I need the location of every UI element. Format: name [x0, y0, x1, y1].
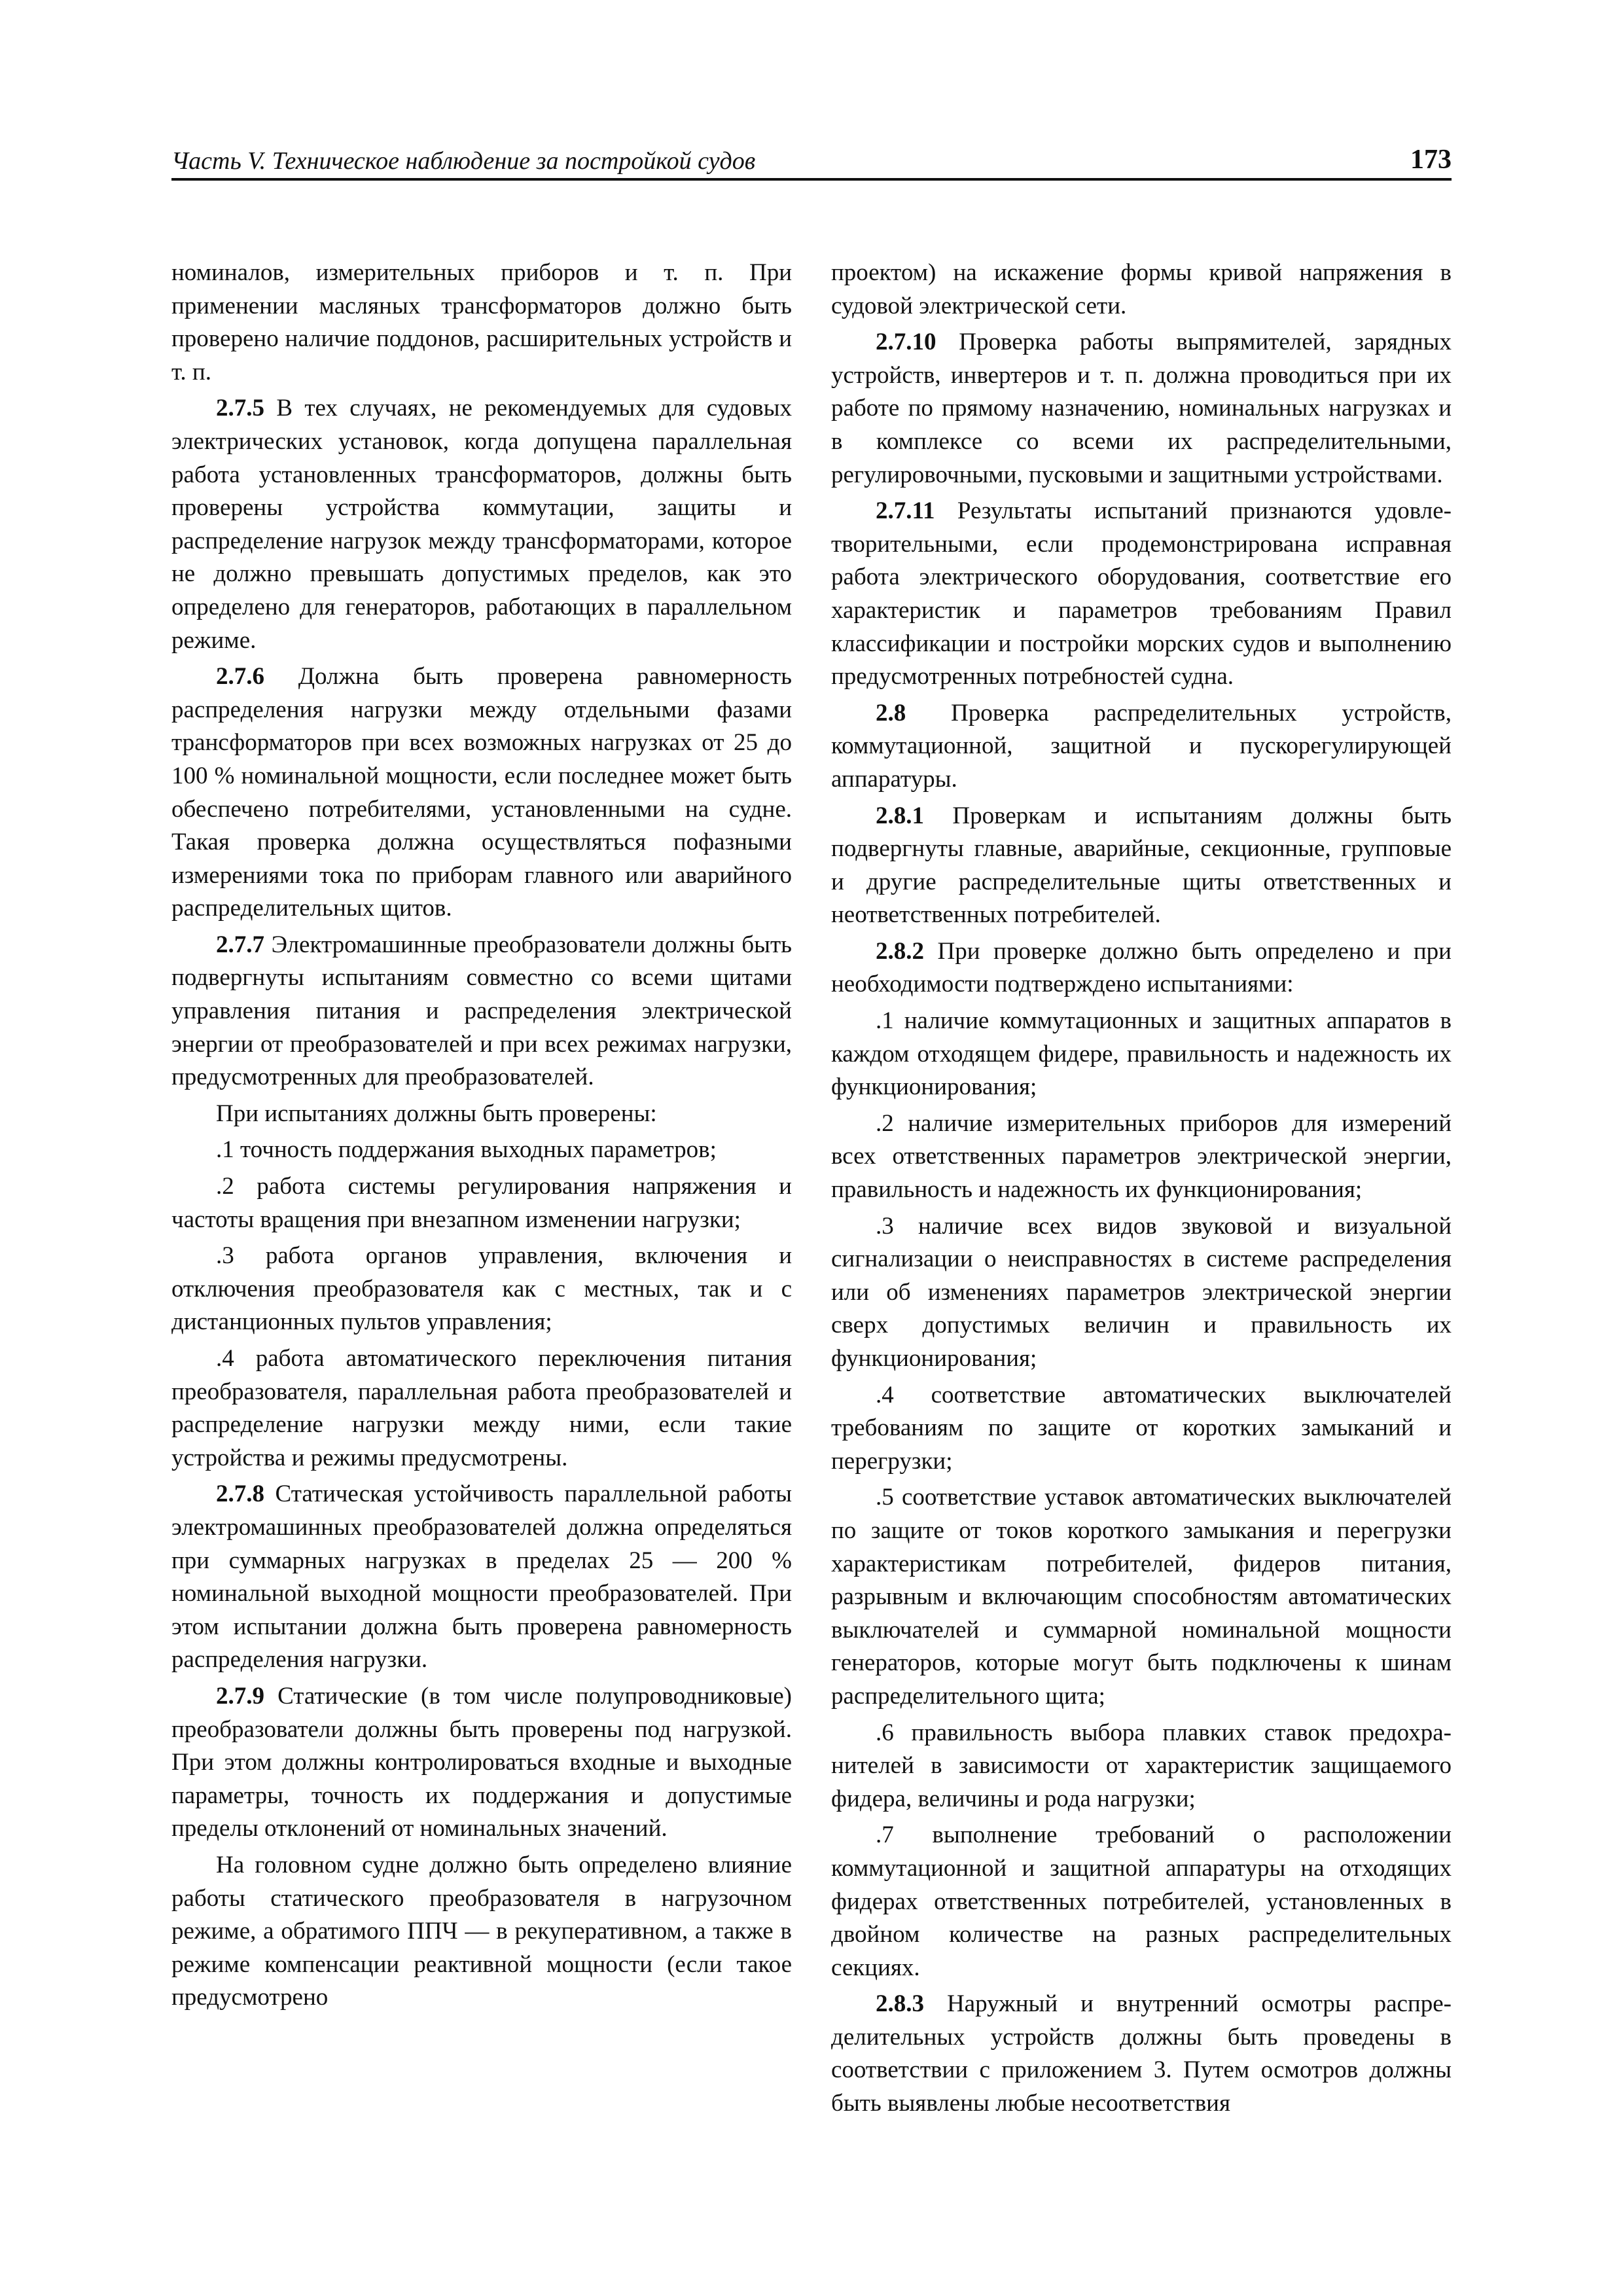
clause-number: 2.7.10: [876, 329, 936, 356]
clause-number: 2.7.5: [216, 395, 264, 422]
list-item: .7 выполнение требований о расположении коммутационной и защитной аппаратуры на отходящих фидерах ответственных потребителей, установленных в двойном количестве на разных распределительных секциях.: [831, 1821, 1452, 1981]
paragraph: На головном судне должно быть определено влияние работы статического преобразователя в нагрузочном режиме, а обратимого ППЧ — в рекуперативном, а также в режиме компенсации реактивной мощности (если такое предусмотрено: [171, 1851, 792, 2011]
list-item: .1 точность поддержания выходных параметров;: [216, 1136, 717, 1164]
paragraph: 2.7.6 Должна быть проверена равномерность распределения нагрузки между отдельными фазами трансформаторов при всех возможных нагрузках от 25 до 100 % номинальной мощности, если последнее может быть обеспечено потребителями, установленными на судне. Такая проверка должна осуществляться пофазными измерениями тока по приборам главного или аварийного распределительных щитов.: [171, 663, 792, 922]
clause-number: 2.8.3: [876, 1990, 924, 2018]
clause-number: 2.7.8: [216, 1480, 264, 1508]
page-header: [171, 143, 1452, 181]
paragraph: 2.7.7 Электромашинные преобразователи должны быть подвергнуты испытаниям совместно со всеми щитами управления питания и распределения электрической энергии от преобразователей и при всех режимах нагрузки, предусмотренных для преобразователей.: [171, 931, 792, 1091]
clause-number: 2.7.11: [876, 497, 935, 525]
running-title: Часть V. Техническое наблюдение за постройкой судов: [171, 147, 756, 175]
paragraph: 2.8.2 При проверке должно быть определено и при необходимости подтверждено испытаниями:: [831, 937, 1452, 998]
paragraph: 2.8.3 Наружный и внутренний осмотры распределительных устройств должны быть проведены в соответствии с приложением 3. Путем осмотров должны быть выявлены любые несоответствия: [831, 1990, 1452, 2117]
paragraph: 2.7.10 Проверка работы выпрямителей, зарядных устройств, инвертеров и т. п. должна проводиться при их работе по прямому назначению, номинальных нагрузках и в комплексе со всеми их распределительными, регулировочными, пусковыми и защитными устройствами.: [831, 329, 1452, 488]
list-item: .6 правильность выбора плавких ставок предохранителей в зависимости от характеристик защищаемого фидера, величины и рода нагрузки;: [831, 1719, 1452, 1812]
paragraph: 2.7.8 Статическая устойчивость параллельной работы электромашинных преобразователей должна определяться при суммарных нагрузках в пределах 25 — 200 % номинальной выходной мощности преобразователей. При этом испытании должна быть проверена равномерность распределения нагрузки.: [171, 1480, 792, 1674]
section-number: 2.8: [876, 699, 906, 726]
right-column: [831, 257, 1452, 2124]
clause-number: 2.8.2: [876, 937, 924, 965]
left-column: [171, 257, 792, 2018]
list-item: .3 работа органов управления, включения и отключения преобразователя как с местных, так и с дистанционных пультов управления;: [171, 1242, 792, 1336]
clause-number: 2.7.7: [216, 931, 264, 958]
paragraph: 2.8.1 Проверкам и испытаниям должны быть подвергнуты главные, аварийные, секционные, групповые и другие распределительные щиты ответственных и неответственных потребителей.: [831, 802, 1452, 929]
list-item: .1 наличие коммутационных и защитных аппаратов в каждом отходящем фидере, правильность и надежность их функционирования;: [831, 1007, 1452, 1101]
paragraph: 2.7.11 Результаты испытаний признаются удовлетворительными, если продемонстрирована исправная работа электрического оборудования, соответствие его характеристик и параметров требованиям Правил классификации и постройки морских судов и выполнению предусмотренных потребностей судна.: [831, 497, 1452, 691]
paragraph: 2.7.5 В тех случаях, не рекомендуемых для судовых электрических установок, когда допущена параллельная работа установленных трансформаторов, должны быть проверены устройства коммутации, защиты и распределение нагрузок между трансформаторами, которое не должно превышать допустимых пределов, как это определено для генераторов, работающих в параллельном режиме.: [171, 395, 792, 654]
paragraph: проектом) на искажение формы кривой напряжения в судовой электрической сети.: [831, 259, 1452, 319]
paragraph: 2.7.9 Статические (в том числе полупроводниковые) преобразователи должны быть проверены под нагрузкой. При этом должны контролироваться входные и выходные параметры, точность их поддержания и допустимые пределы отклонений от номинальных значений.: [171, 1682, 792, 1842]
list-item: .2 наличие измерительных приборов для измерений всех ответственных параметров электрической энергии, правильность и надежность их функционирования;: [831, 1109, 1452, 1204]
list-item: .3 наличие всех видов звуковой и визуальной сигнализации о неисправностях в системе распределения или об изменениях параметров электрической энергии сверх допустимых величин и правильность их функционирования;: [831, 1212, 1452, 1372]
paragraph: номиналов, измерительных приборов и т. п. При применении масляных трансформаторов должно быть проверено наличие поддонов, расширительных устройств и т. п.: [171, 259, 792, 386]
list-item: .5 соответствие уставок автоматических выключателей по защите от токов короткого замыкания и перегрузки характеристикам потребителей, фидеров питания, разрывным и включающим способностям автоматических выключателей и суммарной номинальной мощности генераторов, которые могут быть подключены к шинам распределительного щита;: [831, 1484, 1452, 1710]
section-heading: 2.8 Проверка распределительных устройств, коммутационной, защитной и пускорегулирующей аппаратуры.: [831, 699, 1452, 793]
clause-number: 2.7.6: [216, 663, 264, 691]
list-item: .4 соответствие автоматических выключателей требованиям по защите от коротких замыканий и перегрузки;: [831, 1381, 1452, 1475]
page-number: 173: [1410, 145, 1452, 175]
list-item: .2 работа системы регулирования напряжения и частоты вращения при внезапном изменении нагрузки;: [171, 1173, 792, 1233]
list-item: .4 работа автоматического переключения питания преобразователя, параллельная работа преобразователей и распределение нагрузки между ними, если такие устройства и режимы предусмотрены.: [171, 1345, 792, 1471]
clause-number: 2.7.9: [216, 1682, 264, 1710]
clause-number: 2.8.1: [876, 802, 924, 829]
paragraph: При испытаниях должны быть проверены:: [216, 1100, 657, 1127]
